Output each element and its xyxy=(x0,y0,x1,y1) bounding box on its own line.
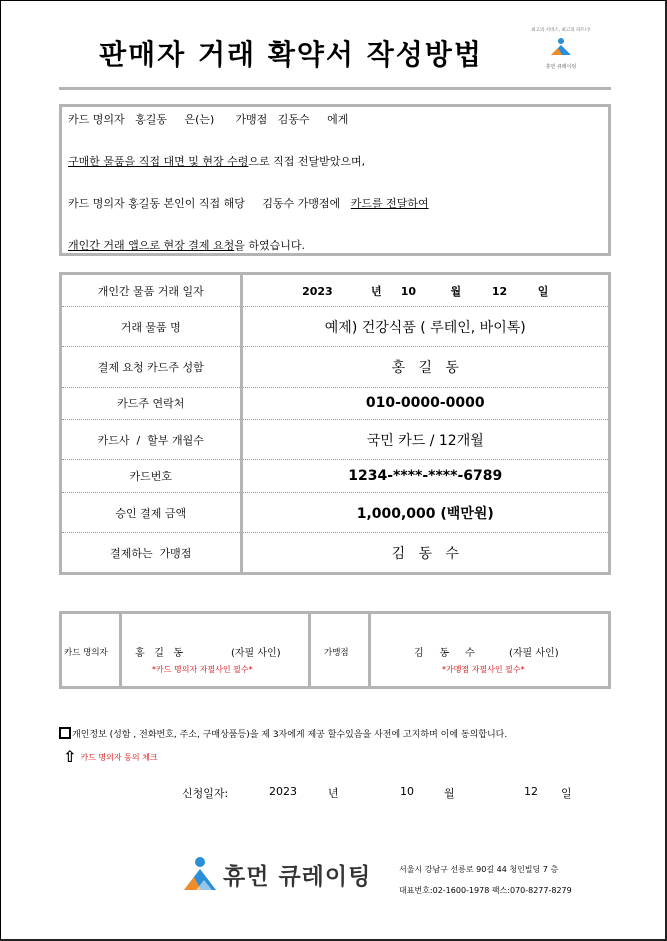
row-value: 2023 년 10 월 12 일 xyxy=(241,275,608,307)
holder-sign-name: 홍 길 동 xyxy=(135,648,184,659)
row-value: 1,000,000 (백만원) xyxy=(241,492,608,532)
logo-name: 휴먼 큐레이팅 xyxy=(545,64,577,70)
line3-mid: 김동수 가맹점에 xyxy=(262,197,341,210)
statement-line-4 xyxy=(68,237,305,253)
application-day-unit: 일 xyxy=(561,787,572,800)
consent-note: 카드 명의자 동의 체크 xyxy=(80,753,158,762)
line3-underlined: 카드를 전달하여 xyxy=(350,197,429,210)
row-value: 국민 카드 / 12개월 xyxy=(241,420,608,460)
table-row xyxy=(62,307,608,347)
merchant-sign-label: 가맹점 xyxy=(324,648,349,658)
consent-checkbox[interactable] xyxy=(59,727,71,739)
statement-line-2 xyxy=(68,153,365,169)
application-day: 12 xyxy=(524,785,538,798)
row-value: 010-0000-0000 xyxy=(241,387,608,420)
row-label: 개인간 물품 거래 일자 xyxy=(62,275,241,307)
consent-note-row xyxy=(63,745,158,766)
merchant-sign-note: *가맹점 자필사인 필수* xyxy=(442,665,525,674)
logo-tagline: 최고의 서비스, 최고의 파트너! xyxy=(531,28,591,33)
row-label: 승인 결제 금액 xyxy=(62,492,241,532)
merchant-name: 김동수 xyxy=(277,113,310,126)
logo-mark-icon xyxy=(548,37,574,57)
line4-rest: 을 하였습니다. xyxy=(234,239,305,252)
row-value: 1234-****-****-6789 xyxy=(241,460,608,493)
application-month: 10 xyxy=(400,785,414,798)
table-row xyxy=(62,387,608,420)
logo-mark-icon xyxy=(181,856,219,892)
table-row xyxy=(62,460,608,493)
row-value: 김 동 수 xyxy=(391,545,459,562)
divider xyxy=(119,614,122,686)
consent-text: 개인정보 (성함 , 전화번호, 주소, 구매상품등)을 제 3자에게 제공 할수있음을 사전에 고지하며 이에 동의합니다. xyxy=(72,730,508,740)
line2-underlined: 구매한 물품을 직접 대면 및 현장 수령 xyxy=(68,155,249,168)
holder-sign-label: 카드 명의자 xyxy=(64,648,108,658)
row-label: 카드사 / 할부 개월수 xyxy=(62,420,241,460)
line3-pre: 카드 명의자 홍길동 본인이 직접 해당 xyxy=(68,197,245,210)
holder-label: 카드 명의자 xyxy=(68,113,125,126)
footer-address: 서울시 강남구 선릉로 90길 44 청인빌딩 7 층 xyxy=(399,865,559,874)
table-row xyxy=(62,533,608,572)
footer-phone: 대표번호:02-1600-1978 팩스:070-8277-8279 xyxy=(399,886,572,895)
row-value: 홍 길 동 xyxy=(241,347,608,387)
divider xyxy=(308,614,311,686)
merchant-sign-field[interactable]: (자필 사인) xyxy=(509,648,559,659)
merchant-label: 가맹점 xyxy=(235,113,268,126)
row-label: 카드번호 xyxy=(62,460,241,493)
statement-line-3 xyxy=(68,195,429,211)
line1-end: 에게 xyxy=(327,113,349,126)
line4-underlined: 개인간 거래 앱으로 현장 결제 요청 xyxy=(68,239,235,252)
divider xyxy=(368,614,371,686)
row-label: 결제 요청 카드주 성함 xyxy=(62,347,241,387)
statement-line-1 xyxy=(68,111,348,127)
application-year: 2023 xyxy=(269,785,297,798)
application-month-unit: 월 xyxy=(444,787,455,800)
table-row xyxy=(62,420,608,460)
transaction-info-table xyxy=(59,272,611,575)
application-year-unit: 년 xyxy=(328,787,339,800)
consent-row xyxy=(59,727,507,740)
footer-contact xyxy=(399,859,572,901)
page-title: 판매자 거래 확약서 작성방법 xyxy=(99,38,483,71)
row-label: 결제하는 가맹점 xyxy=(62,533,241,572)
table-row xyxy=(62,275,608,307)
merchant-sign-name: 김 동 수 xyxy=(414,648,475,659)
row-label: 거래 물품 명 xyxy=(62,307,241,347)
title-divider xyxy=(59,87,611,90)
company-logo-bottom xyxy=(181,856,371,896)
table-row xyxy=(62,492,608,532)
line2-rest: 으로 직접 전달받았으며, xyxy=(248,155,366,168)
row-value: 예제) 건강식품 ( 루테인, 바이톡) xyxy=(241,307,608,347)
holder-sign-field[interactable]: (자필 사인) xyxy=(231,648,281,659)
holder-name: 홍길동 xyxy=(135,113,168,126)
statement-box xyxy=(59,104,611,256)
row-label: 카드주 연락처 xyxy=(62,387,241,420)
application-date-label: 신청일자: xyxy=(182,787,229,800)
logo-text: 휴먼 큐레이팅 xyxy=(223,863,372,890)
holder-sign-note: *카드 명의자 자필사인 필수* xyxy=(152,665,253,674)
company-logo-top xyxy=(526,27,596,77)
arrow-up-icon: ⇧ xyxy=(63,747,77,766)
particle: 은(는) xyxy=(184,113,215,126)
table-row xyxy=(62,347,608,387)
signature-box xyxy=(59,611,611,689)
